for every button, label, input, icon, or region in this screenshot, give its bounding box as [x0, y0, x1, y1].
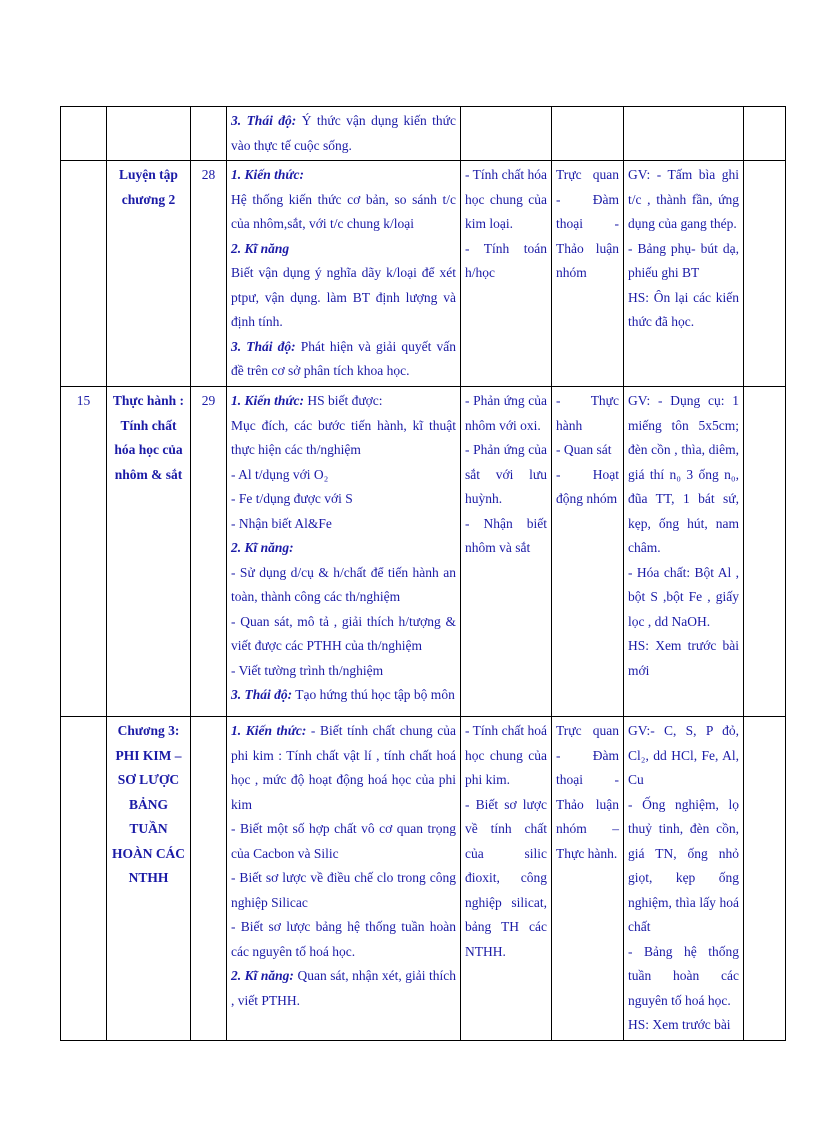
objective-heading: 3. Thái độ: [231, 113, 297, 128]
objective-text: - Viết tường trình th/nghiệm [231, 662, 384, 678]
content-line: - Biết sơ lược về tính chất của silic đioxit, công nghiệp silicat, bảng TH các NTHH. [465, 796, 547, 959]
table-row [61, 107, 786, 161]
prep-line: - Ống nghiệm, lọ thuỷ tinh, đèn cồn, giá TN, ống nhỏ giọt, kẹp ống nghiệm, thìa lấy hoá chất [628, 796, 739, 934]
objective-line [231, 659, 456, 684]
objective-heading: 1. Kiến thức: [231, 393, 304, 408]
objective-text: - Nhận biết Al&Fe [231, 515, 332, 531]
objective-heading: 2. Kĩ năng: [231, 540, 294, 555]
objective-line [231, 414, 456, 463]
method-line: Trực quan - Đàm thoại - Thảo luận nhóm [556, 167, 619, 280]
objective-line [231, 915, 456, 964]
content-line: - Tính toán h/học [465, 240, 547, 280]
objective-line [231, 261, 456, 335]
objectives-cell [227, 717, 461, 1041]
note-cell [744, 161, 786, 387]
table-row [61, 717, 786, 1041]
note-cell [744, 107, 786, 161]
objective-line [231, 683, 456, 708]
prep-cell [624, 717, 744, 1041]
period-number: 29 [201, 393, 216, 408]
objectives-cell [227, 161, 461, 387]
prep-line: - Bảng hệ thống tuần hoàn các nguyên tố hoá học. [628, 943, 739, 1008]
objective-text: Phát hiện và giải quyết vấn đề trên cơ sở phân tích khoa học. [231, 338, 456, 378]
objective-text: - Fe t/dụng được với S [231, 491, 353, 506]
prep-cell [624, 387, 744, 717]
lesson-cell [107, 387, 191, 717]
objective-text: - Al t/dụng với O₂ [231, 466, 329, 482]
objective-text: HS biết được: [303, 393, 383, 408]
objective-line [231, 487, 456, 512]
week-cell [61, 161, 107, 387]
objective-text: - Biết sơ lược về điều chế clo trong công nghiệp Silicac [231, 870, 456, 910]
objective-line [231, 389, 456, 414]
objective-line [231, 335, 456, 384]
lesson-title: Chương 3: PHI KIM – SƠ LƯỢC BẢNG TUẦN HOÀN CÁC NTHH [111, 723, 186, 885]
objective-line [231, 188, 456, 237]
content-cell [461, 161, 552, 387]
period-cell [191, 107, 227, 161]
objective-text: - Biết sơ lược bảng hệ thống tuần hoàn các nguyên tố hoá học. [231, 919, 456, 959]
content-cell [461, 107, 552, 161]
content-line: - Tính chất hóa học chung của kim loại. [465, 167, 547, 231]
method-cell [552, 161, 624, 387]
content-cell [461, 717, 552, 1041]
method-line: - Thực hành [556, 393, 619, 433]
objective-heading: 2. Kĩ năng [231, 240, 290, 256]
objective-text: Hệ thống kiến thức cơ bản, so sánh t/c của nhôm,sắt, với t/c chung k/loại [231, 191, 456, 231]
objective-line [231, 719, 456, 817]
prep-cell [624, 107, 744, 161]
week-cell [61, 107, 107, 161]
objective-text: - Sử dụng d/cụ & h/chất để tiến hành an toàn, thành công các th/nghiệm [231, 564, 456, 604]
content-line: - Phản ứng của sắt với lưu huỳnh. [465, 442, 547, 506]
method-line: - Quan sát [556, 442, 612, 457]
objective-line [231, 237, 456, 262]
table-row [61, 161, 786, 387]
objective-line [231, 866, 456, 915]
objective-text: - Biết tính chất chung của phi kim : Tính chất vật lí , tính chất hoá học , mức độ hoạt động hoá học của phi kim [231, 723, 456, 812]
objective-line [231, 610, 456, 659]
objective-heading: 3. Thái độ: [231, 687, 293, 702]
lesson-cell [107, 717, 191, 1041]
objective-line [231, 817, 456, 866]
objective-line [231, 109, 456, 158]
prep-line: - Hóa chất: Bột Al , bột S ,bột Fe , giấy lọc , dd NaOH. [628, 564, 739, 629]
objective-line [231, 964, 456, 1013]
objective-text: Ý thức vận dụng kiến thức vào thực tế cuộc sống. [231, 113, 456, 153]
objective-line [231, 512, 456, 537]
objective-heading: 2. Kĩ năng: [231, 968, 294, 983]
lesson-title: Thực hành : Tính chất hóa học của nhôm & sắt [112, 393, 185, 482]
method-cell [552, 107, 624, 161]
lesson-cell [107, 161, 191, 387]
objectives-cell [227, 107, 461, 161]
week-cell [61, 717, 107, 1041]
note-cell [744, 717, 786, 1041]
lesson-plan-table [60, 106, 786, 1041]
prep-line: GV: - Dụng cụ: 1 miếng tôn 5x5cm; đèn cồn , thìa, diêm, giá thí n₀ 3 ống n₀, đũa TT, 1 bát sứ, kẹp, ống hút, nam châm. [628, 393, 739, 555]
prep-line: GV:- C, S, P đỏ, Cl₂, dd HCl, Fe, Al, Cu [628, 723, 739, 787]
lesson-title: Luyện tập chương 2 [119, 167, 178, 207]
content-line: - Phản ứng của nhôm với oxi. [465, 393, 547, 433]
objective-text: - Quan sát, mô tả , giải thích h/tượng & viết được các PTHH của th/nghiệm [231, 613, 456, 653]
content-line: - Nhận biết nhôm và sắt [465, 515, 547, 555]
objectives-cell [227, 387, 461, 717]
method-cell [552, 717, 624, 1041]
prep-line: HS: Ôn lại các kiến thức đã học. [628, 289, 739, 329]
content-line: - Tính chất hoá học chung của phi kim. [465, 723, 547, 787]
table-row [61, 387, 786, 717]
period-number: 28 [201, 167, 216, 182]
prep-cell [624, 161, 744, 387]
objective-line [231, 163, 456, 188]
prep-line: - Bảng phụ- bút dạ, phiếu ghi BT [628, 240, 739, 280]
week-number: 15 [76, 393, 91, 408]
method-line: Trực quan - Đàm thoại - Thảo luận nhóm – Thực hành. [556, 723, 619, 861]
objective-text: Quan sát, nhận xét, giải thích , viết PTHH. [231, 968, 456, 1008]
objective-line [231, 536, 456, 561]
objective-heading: 3. Thái độ: [231, 338, 296, 354]
prep-line: GV: - Tấm bìa ghi t/c , thành fần, ứng dụng của gang thép. [628, 167, 739, 231]
lesson-cell [107, 107, 191, 161]
method-cell [552, 387, 624, 717]
week-cell [61, 387, 107, 717]
objective-text: Tạo hứng thú học tập bộ môn [292, 687, 455, 702]
objective-text: Biết vận dụng ý nghĩa dãy k/loại để xét ptpư, vận dụng. làm BT định lượng và định tính. [231, 265, 456, 329]
period-cell [191, 717, 227, 1041]
objective-text: Mục đích, các bước tiến hành, kĩ thuật thực hiện các th/nghiệm [231, 417, 456, 457]
objective-heading: 1. Kiến thức: [231, 167, 304, 182]
prep-line: HS: Xem trước bài [628, 1017, 731, 1032]
method-line: - Hoạt động nhóm [556, 466, 619, 506]
content-cell [461, 387, 552, 717]
objective-text: - Biết một số hợp chất vô cơ quan trọng của Cacbon và Silic [231, 821, 456, 861]
note-cell [744, 387, 786, 717]
objective-line [231, 561, 456, 610]
objective-line [231, 463, 456, 488]
period-cell [191, 161, 227, 387]
period-cell [191, 387, 227, 717]
objective-heading: 1. Kiến thức: [231, 723, 307, 738]
prep-line: HS: Xem trước bài mới [628, 638, 739, 678]
